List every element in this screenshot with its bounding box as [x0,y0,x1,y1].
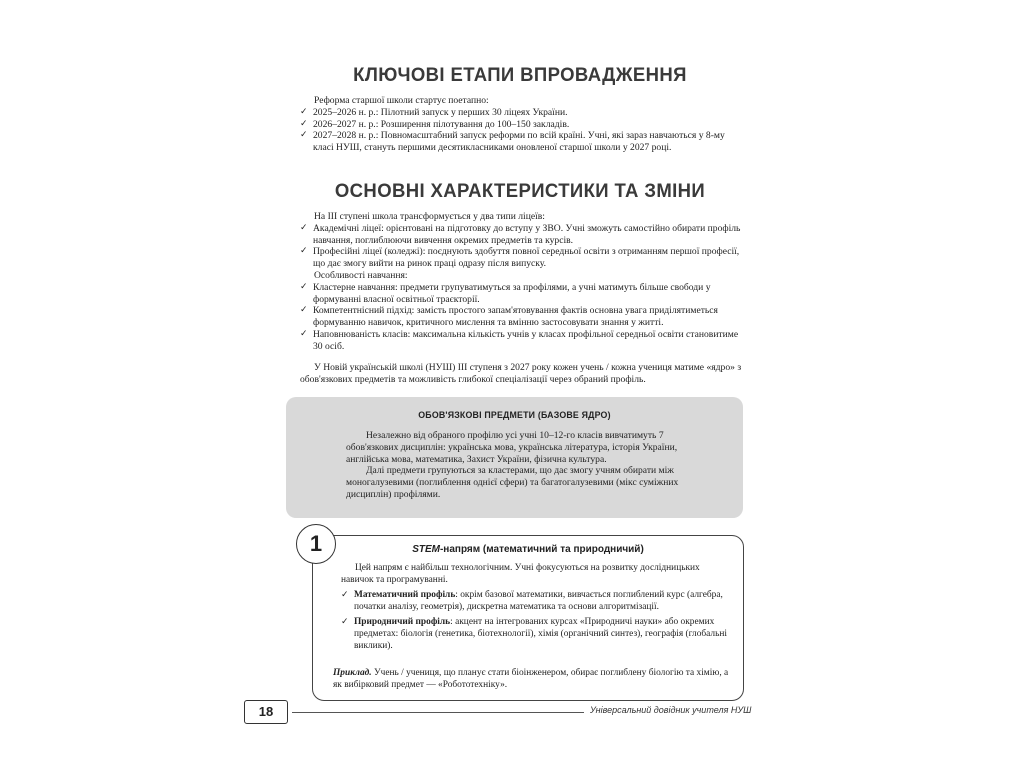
section-number-badge: 1 [296,524,336,564]
stem-direction-box [312,535,744,701]
list-item: ✓ 2025–2026 н. р.: Пілотний запуск у перших 30 ліцеях України. [300,106,568,118]
page-number: 18 [244,700,288,724]
core-subjects-box [286,397,743,518]
list-item: ✓ Професійні ліцеї (коледжі): поєднують здобуття повної середньої освіти з отриманням першої професії, що дає змогу вийти на ринок праці одразу після випуску. [300,246,740,270]
checkmark-icon: ✓ [341,590,349,601]
lyceum-types-intro: На ІІІ ступені школа трансформується у два типи ліцеїв: [314,211,545,222]
features-list [300,282,745,353]
stem-title-rest: -напрям (математичний та природничий) [439,544,644,555]
core-subjects-paragraph-1: Незалежно від обраного профілю усі учні 10–12-го класів вивчатимуть 7 обов'язкових дисциплін: українська мова, українська література, історія України, англійська мова, математика, Захист України, фізична культура. [346,430,678,465]
core-subjects-text [346,430,686,501]
list-item: ✓ Природничий профіль: акцент на інтегрованих курсах «Природничі науки» або окремих предметах: біологія (генетика, біотехнології), хімія (органічний синтез), географія (глобальні виклики). [341,617,727,651]
footer-divider [292,712,584,713]
example-label: Приклад. [333,668,372,678]
section-title-characteristics: ОСНОВНІ ХАРАКТЕРИСТИКИ ТА ЗМІНИ [334,180,706,202]
checkmark-icon: ✓ [300,305,308,316]
checkmark-icon: ✓ [300,281,308,292]
stem-intro: Цей напрям є найбільш технологічним. Учні фокусуються на розвитку дослідницьких навичок та програмуванні. [341,563,700,585]
footer-book-title: Універсальний довідник учителя НУШ [590,705,752,715]
checkmark-icon: ✓ [300,246,308,257]
checkmark-icon: ✓ [300,118,308,129]
list-item: ✓ Наповнюваність класів: максимальна кількість учнів у класах профільної середньої освіти становитиме 30 осіб. [300,328,739,352]
key-stages-list [300,107,745,154]
checkmark-icon: ✓ [300,130,308,141]
key-stages-block [300,95,745,154]
summary-paragraph: У Новій українській школі (НУШ) ІІІ ступеня з 2027 року кожен учень / кожна учениця матиме «ядро» з обов'язкових предметів та можливість глибокої спеціалізації через обраний профіль. [300,362,742,385]
checkmark-icon: ✓ [341,617,349,628]
stem-direction-title [313,544,743,555]
stem-profiles-list [341,590,733,652]
core-subjects-paragraph-2: Далі предмети групуються за кластерами, що дає змогу учням обирати між моногалузевими (поглиблення однієї сфери) та багатогалузевими (мікс суміжних дисциплін) профілями. [346,465,679,500]
list-item: ✓ Академічні ліцеї: орієнтовані на підготовку до вступу у ЗВО. Учні зможуть самостійно обирати профіль навчання, поглиблюючи вивчення окремих предметів та курсів. [300,222,741,246]
checkmark-icon: ✓ [300,222,308,233]
features-intro: Особливості навчання: [314,269,408,281]
checkmark-icon: ✓ [300,328,308,339]
lyceum-types-list [300,223,745,270]
list-item: ✓ Математичний профіль: окрім базової математики, вивчається поглиблений курс (алгебра, початки аналізу, геометрія), дискретна математика та основи алгоритмізації. [341,590,723,612]
stem-example [333,668,733,691]
stem-title-italic: STEM [412,544,440,555]
stem-direction-text [341,563,733,652]
list-item: ✓ Компетентнісний підхід: замість простого запам'ятовування фактів основна увага приділятиметься формуванню навичок, критичного мислення та вмінню застосовувати знання у житті. [300,305,718,329]
example-text: Учень / учениця, що планує стати біоінженером, обирає поглиблену біологію та хімію, а як вибірковий предмет — «Робототехніку». [333,668,729,690]
list-item: ✓ 2026–2027 н. р.: Розширення пілотування до 100–150 закладів. [300,118,570,130]
checkmark-icon: ✓ [300,106,308,117]
section-title-key-stages: КЛЮЧОВІ ЕТАПИ ВПРОВАДЖЕННЯ [353,64,687,86]
characteristics-block [300,211,745,353]
list-item: ✓ Кластерне навчання: предмети групуватимуться за профілями, а учні матимуть більше свободи у формуванні власної освітньої траєкторії. [300,281,711,305]
core-subjects-title: ОБОВ'ЯЗКОВІ ПРЕДМЕТИ (БАЗОВЕ ЯДРО) [418,410,611,420]
list-item: ✓ 2027–2028 н. р.: Повномасштабний запуск реформи по всій країні. Учні, які зараз навчаються у 8-му класі НУШ, стануть першими десятикласниками оновленої старшої школи у 2027 році. [300,130,725,154]
key-stages-intro: Реформа старшої школи стартує поетапно: [314,95,489,106]
